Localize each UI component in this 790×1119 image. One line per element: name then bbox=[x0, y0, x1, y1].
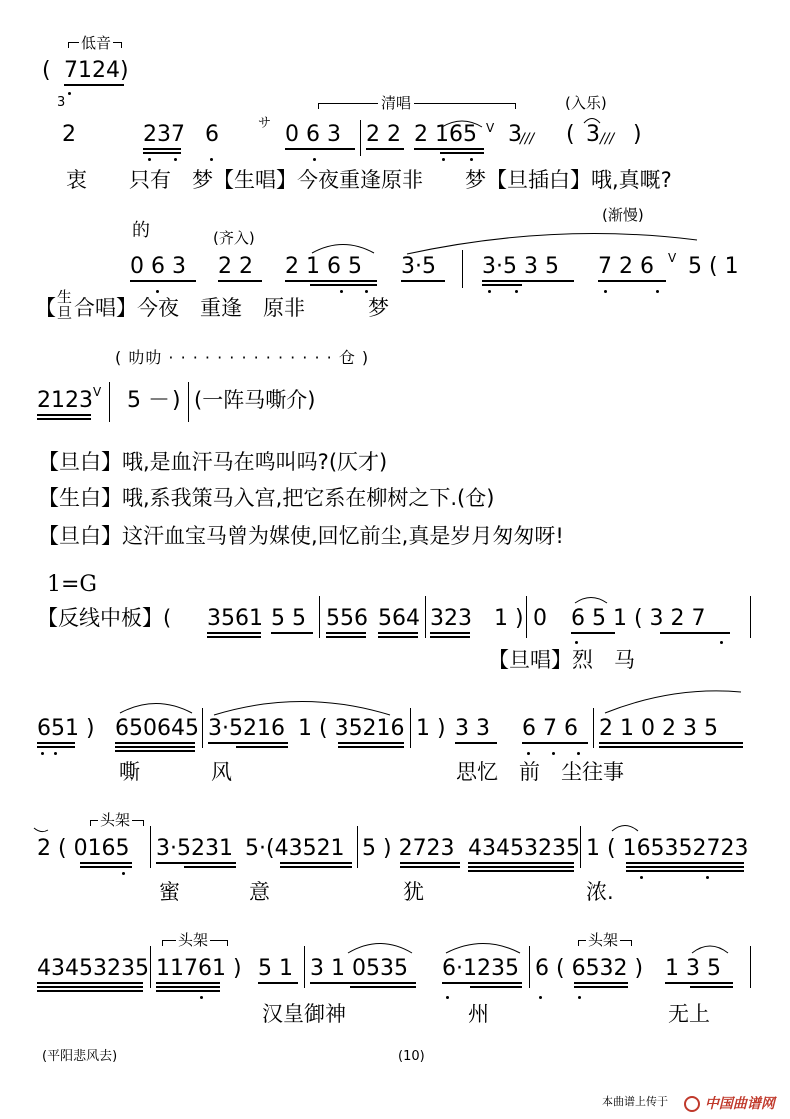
bar-line bbox=[360, 120, 361, 156]
lyrics-row2: 合唱】今夜 重逢 原非 梦 bbox=[74, 296, 389, 320]
underline bbox=[470, 986, 522, 988]
triplet-mark: 3 bbox=[57, 95, 66, 110]
underline bbox=[207, 632, 261, 634]
notes-3561: 3561 bbox=[207, 606, 263, 631]
low-dot bbox=[313, 158, 316, 161]
underline bbox=[326, 632, 366, 634]
slur bbox=[610, 822, 640, 832]
role-sheng: 生 bbox=[57, 288, 73, 306]
low-dot bbox=[68, 92, 71, 95]
notes-33: 3 3 bbox=[455, 716, 490, 741]
note-3: 3 bbox=[508, 122, 522, 147]
low-dot bbox=[340, 290, 343, 293]
paren-close: ) bbox=[172, 388, 181, 413]
slur bbox=[118, 698, 194, 714]
percussion-line: ( 叻叻 · · · · · · · · · · · · · · 仓 ) bbox=[115, 348, 370, 367]
underline bbox=[378, 636, 418, 638]
notes-51: 5 1 bbox=[258, 956, 293, 981]
breath-mark: V bbox=[668, 251, 677, 265]
low-dot bbox=[720, 641, 723, 644]
dan-chang-lyrics: 【旦唱】烈 马 bbox=[488, 648, 635, 672]
lyrics-row1: 衷 只有 梦【生唱】今夜重逢原非 梦【旦插白】哦,真嘅? bbox=[66, 168, 672, 192]
notes-135: 1 3 5 bbox=[665, 956, 721, 981]
notes-5-1: 5 ( 1 bbox=[688, 254, 739, 279]
notes-726: 7 2 6 bbox=[598, 254, 654, 279]
mase-note: (一阵马嘶介) bbox=[194, 388, 316, 412]
underline bbox=[208, 742, 288, 744]
underline bbox=[37, 746, 75, 748]
underline bbox=[598, 280, 666, 282]
slur bbox=[440, 118, 484, 128]
bar-line bbox=[304, 946, 305, 988]
site-logo[interactable] bbox=[684, 1093, 775, 1113]
breath-mark: V bbox=[486, 121, 495, 135]
underline bbox=[285, 148, 355, 150]
low-dot bbox=[656, 290, 659, 293]
underline bbox=[218, 280, 262, 282]
low-dot bbox=[527, 752, 530, 755]
bar-line bbox=[150, 946, 151, 988]
notes-2-0165: 2 ( 0165 bbox=[37, 836, 130, 861]
low-dot bbox=[54, 752, 57, 755]
notes-35216: 3·5216 bbox=[208, 716, 285, 741]
notes-3535: 3·5 3 5 bbox=[482, 254, 559, 279]
underline bbox=[626, 870, 744, 872]
low-dot bbox=[442, 158, 445, 161]
bar-line bbox=[319, 596, 320, 638]
tou-jia-label: 头架 bbox=[178, 931, 209, 949]
underline bbox=[156, 986, 220, 988]
low-dot bbox=[148, 158, 151, 161]
underline bbox=[37, 414, 91, 416]
underline bbox=[690, 986, 733, 988]
low-dot bbox=[446, 996, 449, 999]
note-2: 2 bbox=[62, 122, 76, 147]
lyric-zhou: 州 bbox=[468, 1002, 489, 1026]
underline bbox=[156, 982, 220, 984]
role-dan: 旦 bbox=[57, 304, 73, 322]
paren-close: ) bbox=[120, 58, 129, 83]
bar-line bbox=[410, 708, 411, 748]
bass-label: 低音 bbox=[81, 34, 112, 52]
notes-22: 2 2 bbox=[366, 122, 401, 147]
logo-icon bbox=[684, 1096, 700, 1112]
bar-line bbox=[526, 596, 527, 638]
underline bbox=[430, 632, 470, 634]
notes-11761: 11761 ) bbox=[156, 956, 242, 981]
underline bbox=[482, 280, 574, 282]
low-dot bbox=[706, 876, 709, 879]
notes-5: 5 － bbox=[127, 388, 170, 413]
notes-1-close: 1 ) bbox=[416, 716, 446, 741]
bar-line bbox=[750, 596, 751, 638]
slur bbox=[690, 942, 730, 954]
low-dot bbox=[156, 290, 159, 293]
slur bbox=[310, 240, 376, 254]
bar-line bbox=[188, 382, 189, 422]
underline bbox=[143, 152, 181, 154]
notes-2165: 2 165 bbox=[414, 122, 477, 147]
underline bbox=[37, 990, 143, 992]
notes-651: 651 ) bbox=[37, 716, 95, 741]
underline bbox=[482, 284, 522, 286]
underline bbox=[37, 986, 143, 988]
low-dot bbox=[577, 752, 580, 755]
underline bbox=[665, 982, 733, 984]
low-dot bbox=[604, 290, 607, 293]
lyric-de: 的 bbox=[132, 220, 150, 241]
underline bbox=[350, 986, 416, 988]
dialogue-line-1: 【旦白】哦,是血汗马在鸣叫吗?(仄才) bbox=[38, 450, 388, 474]
slur-long bbox=[405, 226, 700, 256]
notes-5-43521: 5·(43521 bbox=[245, 836, 345, 861]
bar-line bbox=[750, 946, 751, 988]
notes-61235: 6·1235 bbox=[442, 956, 519, 981]
underline bbox=[156, 862, 236, 864]
underline bbox=[442, 982, 522, 984]
underline bbox=[115, 746, 195, 748]
underline bbox=[80, 866, 132, 868]
underline bbox=[440, 152, 484, 154]
slur bbox=[573, 594, 609, 604]
fermata-mark bbox=[583, 116, 601, 124]
underline bbox=[414, 148, 484, 150]
notes-1-165352723: 1 ( 165352723 bbox=[586, 836, 749, 861]
underline bbox=[430, 636, 470, 638]
notes-22: 2 2 bbox=[218, 254, 253, 279]
underline bbox=[130, 280, 196, 282]
qing-chang-bracket bbox=[318, 103, 516, 109]
underline bbox=[156, 990, 220, 992]
breath-mark: V bbox=[93, 385, 102, 399]
notes-55: 5 5 bbox=[271, 606, 306, 631]
low-dot bbox=[488, 290, 491, 293]
lyric-feng: 风 bbox=[211, 760, 232, 784]
notes-063: 0 6 3 bbox=[130, 254, 186, 279]
lyric-mi: 蜜 bbox=[159, 880, 180, 904]
notes-35231: 3·5231 bbox=[156, 836, 233, 861]
jian-man-label: (渐慢) bbox=[602, 206, 644, 224]
free-rhythm-mark: サ bbox=[258, 116, 272, 131]
notes-31-0535: 3 1 0535 bbox=[310, 956, 408, 981]
bar-line bbox=[202, 708, 203, 748]
notes-2123: 2123 bbox=[37, 388, 93, 413]
bar-line bbox=[150, 826, 151, 868]
underline bbox=[574, 982, 628, 984]
low-dot bbox=[122, 872, 125, 875]
notes-323: 323 bbox=[430, 606, 472, 631]
qing-chang-label: 清唱 bbox=[378, 96, 414, 111]
tremolo-mark: /// bbox=[520, 131, 535, 147]
underline bbox=[207, 636, 261, 638]
lyric-you: 犹 bbox=[403, 880, 424, 904]
low-dot bbox=[539, 996, 542, 999]
underline bbox=[280, 866, 352, 868]
bar-line bbox=[425, 596, 426, 638]
notes-564: 564 bbox=[378, 606, 420, 631]
slur bbox=[346, 938, 414, 954]
underline bbox=[574, 986, 628, 988]
notes-5-2723: 5 ) 2723 bbox=[362, 836, 455, 861]
note-0: 0 bbox=[533, 606, 547, 631]
low-dot bbox=[578, 996, 581, 999]
low-dot bbox=[41, 752, 44, 755]
notes-556: 556 bbox=[326, 606, 368, 631]
low-dot bbox=[640, 876, 643, 879]
lyric-yi: 意 bbox=[249, 880, 270, 904]
underline bbox=[401, 280, 445, 282]
low-dot bbox=[210, 158, 213, 161]
bass-notes: 7124 bbox=[64, 58, 120, 83]
underline bbox=[280, 862, 352, 864]
lyric-wu: 无上 bbox=[668, 1002, 710, 1026]
underline bbox=[522, 742, 588, 744]
underline bbox=[115, 750, 195, 752]
key-signature: 1=G bbox=[47, 572, 98, 597]
underline bbox=[258, 982, 298, 984]
underline bbox=[236, 746, 288, 748]
note-237: 237 bbox=[143, 122, 185, 147]
notes-6-6532: 6 ( 6532 ) bbox=[535, 956, 644, 981]
logo-text: 中国曲谱网 bbox=[704, 1096, 775, 1112]
underline bbox=[310, 284, 377, 286]
notes-43453235: 43453235 bbox=[37, 956, 149, 981]
low-dot bbox=[200, 996, 203, 999]
underline bbox=[37, 742, 75, 744]
lyrics-bracket: 【 bbox=[35, 296, 56, 320]
notes-063: 0 6 3 bbox=[285, 122, 341, 147]
bar-line bbox=[529, 946, 530, 988]
low-dot bbox=[365, 290, 368, 293]
low-dot bbox=[552, 752, 555, 755]
lyric-nong: 浓. bbox=[586, 880, 614, 904]
underline bbox=[64, 84, 124, 86]
underline bbox=[400, 866, 460, 868]
underline bbox=[310, 982, 416, 984]
dialogue-line-2: 【生白】哦,系我策马入宫,把它系在柳树之下.(仓) bbox=[38, 486, 495, 510]
underline bbox=[626, 862, 744, 864]
note-6: 6 bbox=[205, 122, 219, 147]
note-3b: 3 bbox=[586, 122, 600, 147]
bar-line bbox=[109, 382, 110, 422]
dialogue-line-3: 【旦白】这汗血宝马曾为媒使,回忆前尘,真是岁月匆匆呀! bbox=[38, 524, 564, 548]
underline bbox=[468, 866, 574, 868]
tou-jia-label: 头架 bbox=[588, 931, 619, 949]
underline bbox=[326, 636, 366, 638]
source-title: (平阳悲风去) bbox=[42, 1049, 118, 1064]
bar-line bbox=[580, 826, 581, 868]
underline bbox=[599, 746, 743, 748]
page-number: (10) bbox=[398, 1049, 425, 1064]
notes-35: 3·5 bbox=[401, 254, 436, 279]
upload-note: 本曲谱上传于 bbox=[602, 1095, 668, 1108]
ru-yue-label: (入乐) bbox=[565, 94, 607, 112]
notes-43453235: 43453235 bbox=[468, 836, 580, 861]
underline bbox=[115, 742, 195, 744]
underline bbox=[599, 742, 743, 744]
underline bbox=[271, 632, 313, 634]
underline bbox=[626, 866, 744, 868]
underline bbox=[468, 862, 574, 864]
low-dot bbox=[174, 158, 177, 161]
underline bbox=[338, 746, 404, 748]
slur-long bbox=[603, 688, 743, 714]
notes-210235: 2 1 0 2 3 5 bbox=[599, 716, 718, 741]
low-dot bbox=[515, 290, 518, 293]
notes-676: 6 7 6 bbox=[522, 716, 578, 741]
underline bbox=[400, 862, 460, 864]
lyrics-row5: 思忆 前 尘往事 bbox=[456, 760, 624, 784]
tou-jia-label: 头架 bbox=[100, 811, 131, 829]
paren-open: ( bbox=[42, 58, 51, 83]
lyric-han: 汉皇御神 bbox=[262, 1002, 346, 1026]
qi-ru-label: (齐入) bbox=[213, 229, 255, 247]
underline bbox=[285, 280, 377, 282]
notes-1: 1 ) bbox=[494, 606, 524, 631]
bar-line bbox=[357, 826, 358, 868]
slur bbox=[212, 696, 392, 716]
underline bbox=[660, 632, 730, 634]
low-dot bbox=[470, 158, 473, 161]
underline bbox=[37, 418, 91, 420]
underline bbox=[143, 148, 181, 150]
underline bbox=[378, 632, 418, 634]
notes-650645: 650645 bbox=[115, 716, 199, 741]
notes-651-327: 6 5 1 ( 3 2 7 bbox=[571, 606, 706, 631]
notes-1-35216: 1 ( 35216 bbox=[298, 716, 405, 741]
underline bbox=[184, 866, 236, 868]
low-dot bbox=[575, 641, 578, 644]
underline bbox=[80, 862, 132, 864]
underline bbox=[468, 870, 574, 872]
slur bbox=[444, 938, 522, 954]
underline bbox=[455, 742, 497, 744]
underline bbox=[37, 982, 143, 984]
bar-line bbox=[593, 708, 594, 748]
underline bbox=[571, 632, 615, 634]
tune-label: 【反线中板】( bbox=[37, 606, 172, 630]
underline bbox=[366, 148, 404, 150]
lyric-si: 嘶 bbox=[119, 760, 140, 784]
notes-2165: 2 1 6 5 bbox=[285, 254, 362, 279]
underline bbox=[338, 742, 404, 744]
tie-end bbox=[34, 826, 48, 834]
